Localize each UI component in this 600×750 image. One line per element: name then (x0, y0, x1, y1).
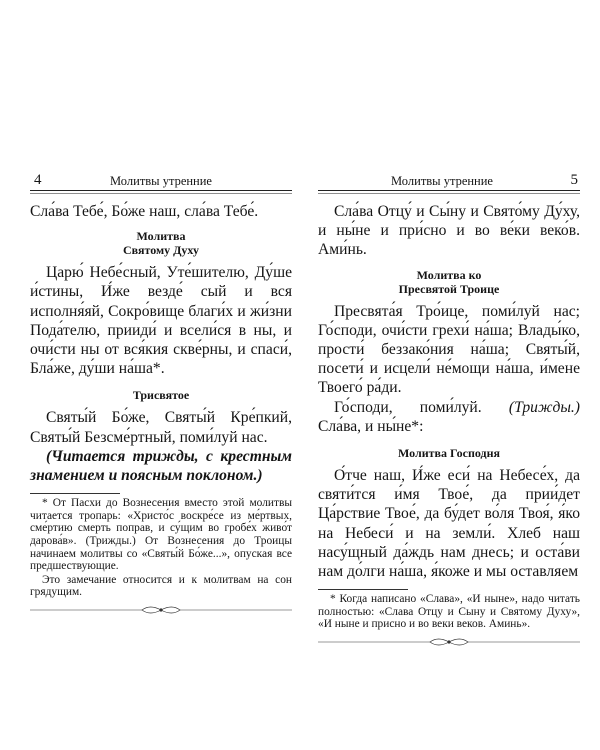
lords-prayer: О́тче наш, И́же еси́ на Небесе́х, да святи́тся и́мя Твое́, да прии́дет Ца́рствие Твое́, да бу́дет во́ля Твоя́, я́ко на Небеси́ и на земли́. Хлеб наш насу́щный да́ждь нам днесь; и оста́ви нам до́лги на́ша, я́коже и мы оставляем (318, 467, 580, 581)
kyrie-note: (Трижды.) (508, 398, 580, 416)
left-running-title: Молитвы утренние (110, 174, 212, 188)
prayer-trinity: Пресвята́я Тро́ице, поми́луй нас; Го́споди, очи́сти грехи́ на́ша; Влады́ко, прости́ беззако́ния на́ша; Святы́й, посети́ и исцели́ не́мощи на́ша, и́мене Твоего́ ра́ди. (318, 302, 580, 397)
opening-line: Сла́ва Тебе́, Бо́же наш, сла́ва Тебе́. (30, 203, 259, 220)
left-page-header (30, 168, 292, 194)
heading-trisagion: Трисвятое (132, 388, 190, 403)
left-page-number: 4 (34, 172, 42, 188)
heading-prayer-trinity: Молитва ко Пресвятой Троице (398, 267, 500, 296)
trisagion-note: (Читается трижды, с крестным знамением и поясным поклоном.) (30, 447, 292, 485)
kyrie-tail: Сла́ва, и ны́не*: (318, 417, 424, 435)
right-page-number: 5 (570, 172, 578, 188)
footnote-rule (30, 493, 120, 494)
kyrie-text: Го́споди, поми́луй. (334, 398, 482, 416)
footnote-2: Это замечание относится и к молитвам на сон грядущим. (30, 573, 292, 599)
doxology: Сла́ва Отцу́ и Сы́ну и Свято́му Ду́ху, и ны́не и при́сно и во ве́ки веко́в. Ами́нь. (318, 203, 580, 259)
trisagion-text: Святы́й Бо́же, Святы́й Кре́пкий, Святы́й Безсме́ртный, поми́луй нас. (30, 409, 292, 446)
kyrie-line (318, 398, 580, 436)
heading-prayer-holy-spirit: Молитва Святому Духу (123, 229, 199, 258)
footnote-1: * От Пасхи до Вознесения вместо этой молитвы читается тропарь: «Христо́с воскре́се из ме́ртвых, сме́ртию смерть поправ, и су́щим во гробе́х живо́т дарова́в». (Трижды.) От Вознесения до Троицы начинаем молитвы со «Святы́й Бо́же...», опуская все предшествующие. (30, 497, 292, 573)
footnote-rule (318, 589, 408, 590)
right-running-title: Молитвы утренние (391, 174, 493, 188)
bottom-ornament (30, 603, 292, 617)
right-page (318, 168, 580, 649)
prayer-holy-spirit: Царю́ Небе́сный, Уте́шителю, Ду́ше и́стины, И́же везде́ сый и вся исполня́яй, Сокро́вище благи́х и жи́зни Пода́телю, прииди́ и всели́ся в ны, и очи́сти ны от вся́кия скве́рны, и спаси́, Бла́же, ду́ши на́ша*. (30, 264, 292, 378)
footnote-right: * Когда написано «Слава», «И ныне», надо читать полностью: «Слава Отцу и Сыну и Святому Духу», «И ныне и присно и во веки веков. Аминь». (318, 593, 580, 631)
left-page (30, 168, 292, 617)
bottom-ornament (318, 635, 580, 649)
right-page-header (318, 168, 580, 194)
heading-lords-prayer: Молитва Господня (398, 446, 500, 461)
header-rule (318, 189, 580, 195)
header-rule (30, 189, 292, 195)
